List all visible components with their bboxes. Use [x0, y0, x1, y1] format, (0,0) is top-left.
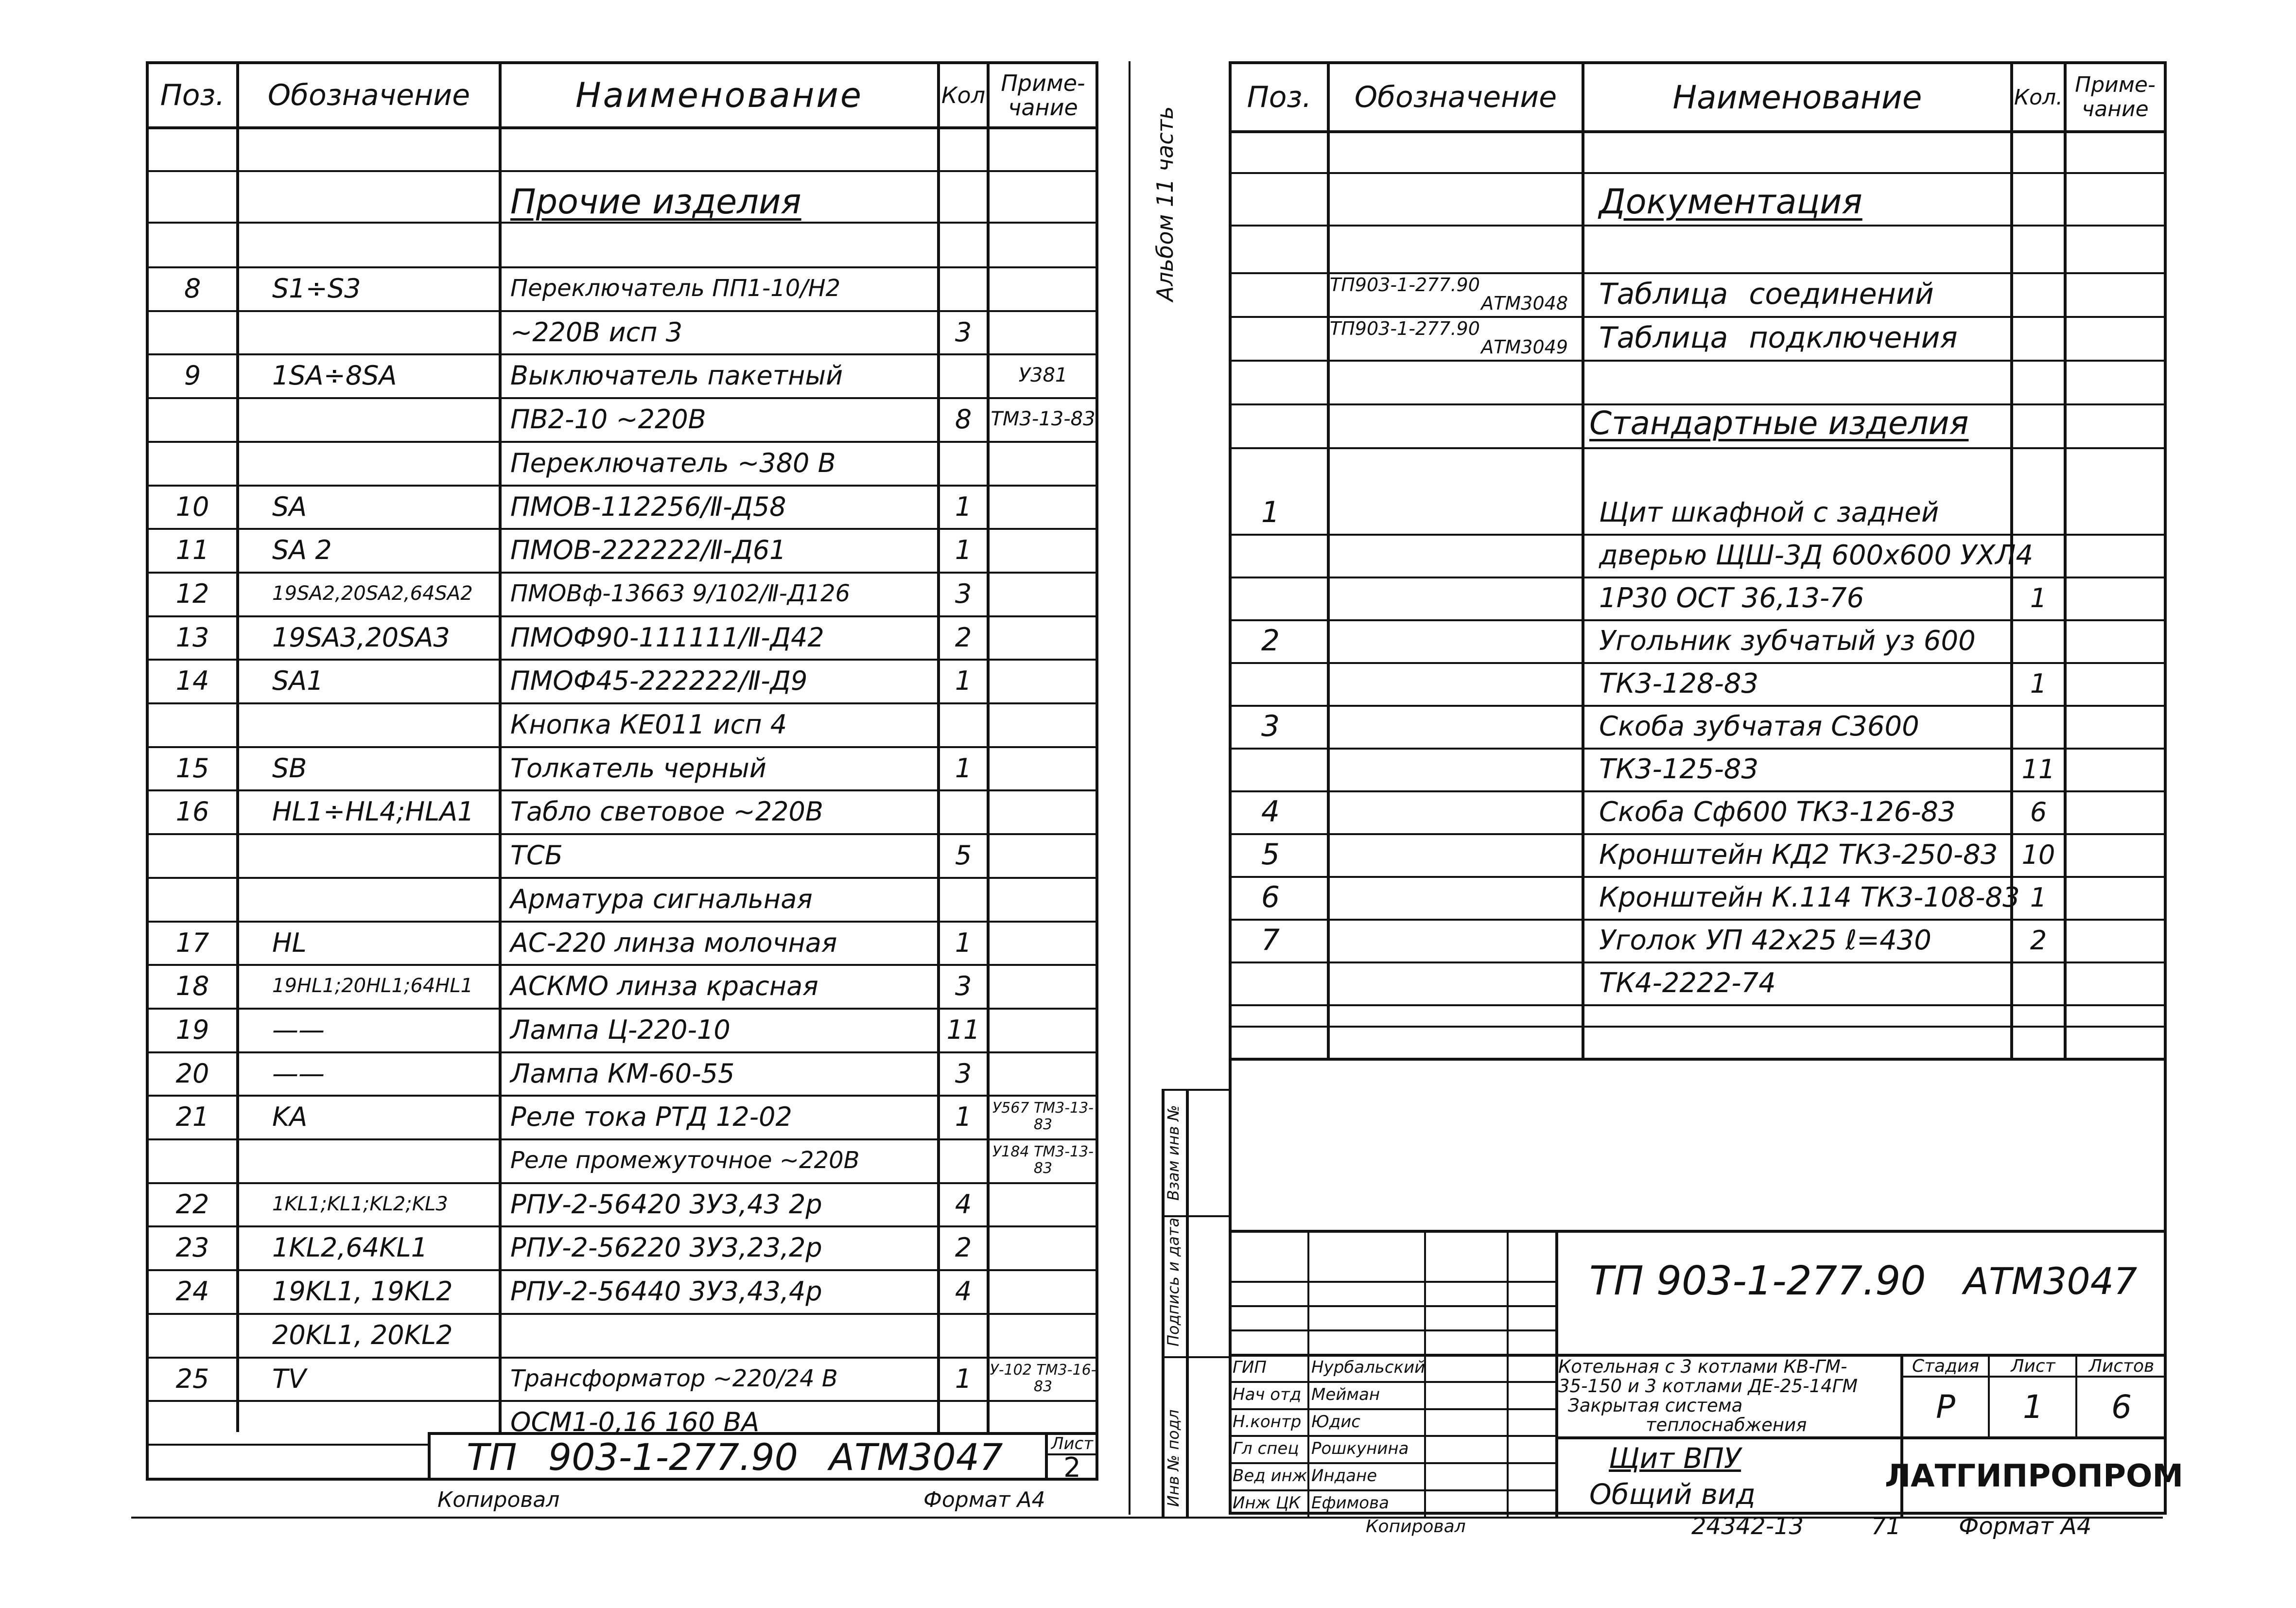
staff-role: Вед инж: [1233, 1466, 1307, 1486]
left-row-note: [990, 921, 1096, 964]
right-row-qty: 10: [2021, 839, 2055, 870]
left-sheet-label: Лист: [1051, 1434, 1094, 1453]
right-header-note-line2: чание: [2082, 97, 2149, 122]
left-row-note: [990, 877, 1096, 921]
left-row-qty: 4: [955, 1276, 972, 1307]
left-row-name: Реле промежуточное ~220В: [510, 1147, 860, 1174]
left-copied-label: Копировал: [437, 1487, 560, 1512]
right-row-qty: 2: [2030, 925, 2047, 956]
left-row-name: Кнопка КЕ011 исп 4: [510, 709, 787, 740]
left-row-designation: HL1÷HL4;HLA1: [272, 796, 474, 827]
left-row-pos: 18: [175, 970, 209, 1001]
left-row-qty: 8: [955, 403, 972, 435]
left-row-designation: 19SA2,20SA2,64SA2: [272, 582, 473, 605]
left-row-pos: [149, 1138, 236, 1182]
left-row-designation: ——: [272, 1058, 325, 1089]
right-row-qty: 1: [2030, 668, 2047, 699]
left-row-note: [990, 528, 1096, 572]
left-row-note: [990, 1313, 1096, 1357]
left-row-name: АС-220 линза молочная: [510, 927, 837, 958]
right-row-pos: [1232, 961, 1309, 1004]
left-row-designation: SA 2: [272, 534, 332, 565]
left-row-designation: [272, 877, 498, 921]
drawing-title: [1570, 1440, 1891, 1513]
left-row-qty: 1: [955, 665, 972, 696]
left-row-note: [990, 266, 1096, 310]
staff-name: Индане: [1311, 1466, 1377, 1486]
middle-divider: [1129, 61, 1131, 1515]
left-row-note: [990, 702, 1096, 746]
left-row-designation: [272, 702, 498, 746]
left-row-note: [990, 659, 1096, 702]
staff-role: Н.контр: [1233, 1412, 1302, 1432]
left-row-designation: 20KL1, 20KL2: [272, 1319, 453, 1350]
staff-role: Гл спец: [1233, 1439, 1299, 1458]
right-row-name: ТК3-125-83: [1599, 753, 1759, 785]
left-row-qty: [940, 789, 987, 833]
left-row-pos: 14: [175, 665, 209, 696]
sheets-label: Листов: [2088, 1356, 2155, 1376]
left-row-pos: [149, 1400, 236, 1444]
left-row-note: [990, 746, 1096, 790]
right-row-name: ТК3-128-83: [1599, 667, 1759, 699]
left-row-qty: 1: [955, 927, 972, 958]
staff-name: Ефимова: [1311, 1493, 1389, 1513]
left-row-name: РПУ-2-56220 3У3,23,2р: [510, 1232, 822, 1263]
left-row-name: ПМОФ45-222222/Ⅱ-Д9: [510, 665, 808, 696]
project-line-4: теплоснабжения: [1646, 1415, 1807, 1435]
left-row-pos: 13: [175, 622, 209, 653]
left-row-qty: 3: [955, 316, 972, 348]
left-row-note: [990, 1182, 1096, 1226]
right-row-name: дверью ЩШ-3Д 600х600 УХЛ4: [1599, 539, 2034, 571]
left-row-designation: [272, 397, 498, 441]
stage-label: Стадия: [1912, 1356, 1980, 1376]
left-row-name: ТСБ: [510, 839, 563, 871]
left-row-note: У567 ТМ3-13-83: [992, 1100, 1094, 1133]
title-block-doc: АТМ3047: [1964, 1259, 2138, 1303]
left-row-pos: [149, 310, 236, 354]
right-row-pos: [1232, 662, 1309, 705]
doc-row-2-name: Таблица подключения: [1599, 321, 1958, 355]
left-row-name: Реле тока РТД 12-02: [510, 1101, 792, 1132]
project-line-2: 35-150 и 3 котлами ДЕ-25-14ГМ: [1558, 1376, 1858, 1397]
left-row-designation: SA1: [272, 665, 324, 696]
left-row-name: Лампа Ц-220-10: [510, 1014, 731, 1045]
left-row-pos: 19: [175, 1014, 209, 1045]
stage-value: Р: [1936, 1388, 1955, 1426]
right-row-qty: 11: [2021, 753, 2055, 785]
right-section-docs: Документация: [1599, 182, 1862, 222]
left-row-pos: 10: [175, 491, 209, 522]
right-header-designation: Обозначение: [1354, 80, 1557, 114]
right-copied-label: Копировал: [1366, 1517, 1466, 1537]
staff-name: Нурбальский: [1311, 1358, 1426, 1377]
doc-row-2-designation: [1330, 316, 1578, 360]
left-row-qty: 1: [955, 752, 972, 784]
left-row-pos: 20: [175, 1058, 209, 1089]
right-row-pos: 3: [1261, 709, 1280, 743]
left-row-note: У381: [1018, 364, 1068, 386]
left-row-designation: SB: [272, 752, 307, 784]
right-header-name: Наименование: [1672, 78, 1922, 116]
right-row-qty: 6: [2030, 796, 2047, 827]
left-row-qty: 1: [955, 534, 972, 565]
left-row-name: Переключатель ПП1-10/Н2: [510, 275, 841, 302]
left-row-note: [990, 833, 1096, 877]
right-row-pos: 1: [1261, 495, 1280, 529]
left-row-note: [990, 1269, 1096, 1313]
left-row-qty: 3: [955, 1058, 972, 1089]
right-row-qty: [2013, 619, 2064, 662]
left-row-pos: 22: [175, 1189, 209, 1220]
right-header-note-line1: Приме-: [2075, 72, 2156, 97]
left-row-pos: [149, 397, 236, 441]
drawing-title-line1: Щит ВПУ: [1609, 1442, 1741, 1475]
right-row-pos: [1232, 534, 1309, 577]
right-row-pos: 5: [1261, 838, 1280, 872]
staff-name: Юдис: [1311, 1412, 1361, 1432]
left-row-name: ОСМ1-0,16 160 ВА: [510, 1406, 760, 1437]
left-row-pos: 24: [175, 1276, 209, 1307]
doc-row-1-designation-line2: АТМ3048: [1481, 293, 1568, 314]
right-row-qty: [2013, 705, 2064, 748]
right-row-qty: [2013, 961, 2064, 1004]
staff-role: ГИП: [1233, 1358, 1267, 1377]
right-header-qty: Кол.: [2014, 85, 2063, 110]
left-row-note: [990, 1051, 1096, 1095]
left-row-designation: 1KL1;KL1;KL2;KL3: [272, 1193, 448, 1215]
right-row-pos: 4: [1261, 795, 1280, 829]
left-row-qty: 1: [955, 1101, 972, 1132]
right-row-pos: 7: [1261, 923, 1280, 957]
left-row-qty: [940, 441, 987, 485]
left-row-designation: [272, 1138, 498, 1182]
right-row-name: Скоба зубчатая С3600: [1599, 710, 1919, 742]
left-row-name: РПУ-2-56440 3У3,43,4р: [510, 1276, 822, 1307]
left-row-designation: 19SA3,20SA3: [272, 622, 450, 653]
title-block-code: ТП 903-1-277.90: [1589, 1258, 1926, 1304]
doc-row-1-designation-line1: ТП903-1-277.90: [1330, 274, 1480, 296]
right-row-name: Угольник зубчатый уз 600: [1599, 625, 1976, 657]
doc-row-2-designation-line1: ТП903-1-277.90: [1330, 318, 1480, 339]
left-row-name: Трансформатор ~220/24 В: [510, 1365, 838, 1392]
left-row-designation: 1SA÷8SA: [272, 360, 397, 391]
left-row-qty: 3: [955, 578, 972, 609]
left-row-qty: [940, 1138, 987, 1182]
left-row-designation: 1KL2,64KL1: [272, 1232, 428, 1263]
left-row-note: [990, 615, 1096, 659]
right-header-pos: Поз.: [1247, 80, 1312, 114]
right-row-name: Щит шкафной с задней: [1599, 496, 1939, 528]
right-row-pos: [1232, 748, 1309, 790]
left-row-name: Лампа КМ-60-55: [510, 1058, 735, 1089]
doc-row-2-designation-line2: АТМ3049: [1481, 336, 1568, 358]
left-row-qty: 4: [955, 1189, 972, 1220]
left-row-qty: [940, 877, 987, 921]
left-row-designation: KA: [272, 1101, 308, 1132]
left-row-designation: [272, 310, 498, 354]
left-row-qty: 2: [955, 622, 972, 653]
right-row-name: Скоба Сф600 ТК3-126-83: [1599, 796, 1956, 828]
staff-name: Рошкунина: [1311, 1439, 1409, 1458]
right-row-name: Кронштейн КД2 ТК3-250-83: [1599, 839, 1998, 871]
left-row-designation: SA: [272, 491, 307, 522]
left-row-designation: TV: [272, 1363, 306, 1394]
left-row-note: [990, 789, 1096, 833]
right-row-qty: 1: [2030, 882, 2047, 913]
left-row-designation: HL: [272, 927, 307, 958]
right-header-note: [2067, 64, 2164, 130]
project-line-3: Закрытая система: [1568, 1395, 1743, 1416]
left-row-note: [990, 964, 1096, 1008]
sheets-value: 6: [2111, 1388, 2132, 1426]
left-row-qty: [940, 1313, 987, 1357]
left-row-qty: [940, 266, 987, 310]
staff-role: Нач отд: [1233, 1385, 1302, 1404]
left-row-note: ТМ3-13-83: [991, 408, 1096, 430]
staff-role: Инж ЦК: [1233, 1493, 1301, 1513]
left-row-pos: [149, 877, 236, 921]
right-row-pos: 6: [1261, 880, 1280, 914]
left-row-pos: 23: [175, 1232, 209, 1263]
left-row-designation: S1÷S3: [272, 273, 361, 304]
left-header-name: Наименование: [575, 75, 863, 115]
left-row-designation: ——: [272, 1014, 325, 1045]
left-row-pos: [149, 702, 236, 746]
left-row-name: Переключатель ~380 В: [510, 447, 836, 478]
right-row-pos: [1232, 577, 1309, 619]
project-description: [1558, 1357, 1898, 1435]
left-row-qty: [940, 353, 987, 397]
left-doc-code: ТП 903-1-277.90 АТМ3047: [467, 1435, 1003, 1479]
right-row-name: 1Р30 ОСТ 36,13-76: [1599, 582, 1864, 614]
right-format-label: Формат А4: [1959, 1513, 2092, 1540]
right-row-qty: 1: [2030, 582, 2047, 613]
left-row-name: ~220В исп 3: [510, 316, 683, 348]
side-label-replacement: Взам инв №: [1164, 1105, 1183, 1201]
left-row-pos: 11: [175, 534, 209, 565]
left-row-pos: 15: [175, 752, 209, 784]
doc-row-1-name: Таблица соединений: [1599, 277, 1934, 311]
left-row-name: [510, 1313, 936, 1357]
left-row-name: Толкатель черный: [510, 752, 766, 784]
sheet-label: Лист: [2011, 1356, 2055, 1376]
left-row-qty: 2: [955, 1232, 972, 1263]
left-row-qty: 5: [955, 839, 972, 871]
left-row-name: ПМОФ90-111111/Ⅱ-Д42: [510, 622, 824, 653]
left-header-note-line2: чание: [1008, 94, 1078, 121]
left-row-designation: [272, 441, 498, 485]
left-row-note: [990, 572, 1096, 615]
right-row-name: ТК4-2222-74: [1599, 967, 1776, 999]
right-section-standard: Стандартные изделия: [1589, 404, 1969, 442]
staff-name: Мейман: [1311, 1385, 1380, 1404]
left-row-designation: 19KL1, 19KL2: [272, 1276, 453, 1307]
left-row-note: У184 ТМ3-13-83: [992, 1143, 1094, 1177]
left-row-designation: 19HL1;20HL1;64HL1: [272, 975, 473, 997]
left-row-designation: [272, 833, 498, 877]
left-row-name: Табло световое ~220В: [510, 796, 823, 827]
left-row-note: [990, 441, 1096, 485]
left-row-name: ПВ2-10 ~220В: [510, 403, 706, 435]
left-row-note: [990, 1225, 1096, 1269]
project-line-1: Котельная с 3 котлами КВ-ГМ-: [1558, 1356, 1847, 1377]
left-row-note: У-102 ТМ3-16-83: [990, 1362, 1096, 1395]
left-sheet-number: 2: [1063, 1451, 1081, 1484]
organization-name: ЛАТГИПРОПРОМ: [1884, 1458, 2184, 1494]
left-row-note: [990, 485, 1096, 528]
left-row-pos: [149, 1313, 236, 1357]
bottom-rule: [131, 1517, 2163, 1519]
left-header-designation: Обозначение: [267, 78, 470, 112]
right-row-name: Кронштейн К.114 ТК3-108-83: [1599, 881, 2020, 913]
left-row-name: АСКМО линза красная: [510, 970, 818, 1001]
archive-suffix: 71: [1871, 1513, 1901, 1540]
left-row-qty: 1: [955, 491, 972, 522]
doc-row-1-designation: [1330, 272, 1578, 316]
left-row-qty: 11: [946, 1014, 980, 1045]
right-row-name: Уголок УП 42х25 ℓ=430: [1599, 924, 1931, 956]
left-row-qty: 3: [955, 970, 972, 1001]
left-row-name: ПМОВ-112256/Ⅱ-Д58: [510, 491, 786, 522]
left-header-qty: Кол: [941, 82, 986, 108]
drawing-title-line2: Общий вид: [1589, 1478, 1756, 1511]
left-row-pos: 25: [175, 1363, 209, 1394]
left-header-pos: Поз.: [160, 78, 225, 112]
right-row-qty: [2013, 491, 2064, 534]
left-row-note: [990, 310, 1096, 354]
left-section-title: Прочие изделия: [510, 182, 801, 222]
sheet-value: 1: [2023, 1388, 2043, 1426]
left-row-designation: [272, 1400, 498, 1444]
left-row-pos: [149, 441, 236, 485]
left-row-pos: 21: [175, 1101, 209, 1132]
left-row-pos: 8: [184, 273, 201, 304]
left-row-name: ПМОВф-13663 9/102/Ⅱ-Д126: [510, 580, 851, 607]
left-row-name: Арматура сигнальная: [510, 883, 813, 914]
album-label: Альбом 11 часть: [1152, 106, 1178, 301]
left-row-note: [990, 1008, 1096, 1051]
left-row-qty: [940, 702, 987, 746]
right-row-pos: 2: [1261, 624, 1280, 658]
left-row-name: РПУ-2-56420 3У3,43 2р: [510, 1189, 822, 1220]
side-label-original-inv: Инв № подл: [1164, 1409, 1183, 1507]
left-row-pos: 9: [184, 360, 201, 391]
left-header-note-line1: Приме-: [1001, 70, 1085, 96]
left-row-name: Выключатель пакетный: [510, 360, 843, 391]
left-header-note: [990, 64, 1096, 126]
left-row-qty: 1: [955, 1363, 972, 1394]
archive-number: 24342-13: [1691, 1513, 1804, 1540]
side-label-signature-date: Подпись и дата: [1164, 1217, 1183, 1346]
left-row-pos: [149, 833, 236, 877]
right-row-qty: [2013, 534, 2064, 577]
left-row-pos: 16: [175, 796, 209, 827]
left-format-label: Формат А4: [923, 1487, 1045, 1512]
left-row-pos: 17: [175, 927, 209, 958]
left-row-pos: 12: [175, 578, 209, 609]
left-row-name: ПМОВ-222222/Ⅱ-Д61: [510, 534, 786, 565]
